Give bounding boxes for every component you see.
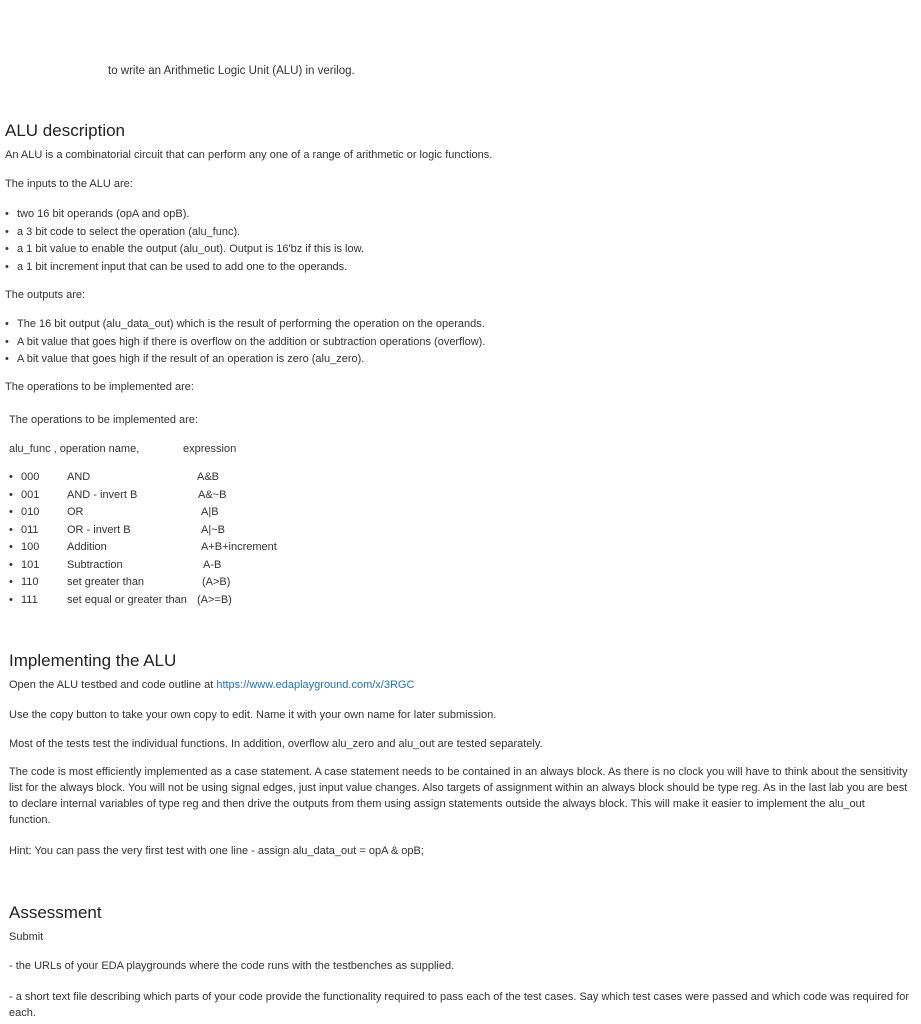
op-expr: A&~B — [198, 488, 227, 501]
outputs-intro: The outputs are: — [5, 289, 86, 301]
tests-description: Most of the tests test the individual functions. In addition, overflow alu_zero and alu_out are tested separately. — [9, 738, 543, 750]
ops-intro-2: The operations to be implemented are: — [9, 414, 198, 426]
op-expr: (A>B) — [202, 576, 231, 588]
op-name: AND — [67, 471, 91, 483]
operation-row — [9, 522, 329, 540]
alu-description-heading: ALU description — [5, 121, 126, 140]
intro-line: to write an Arithmetic Logic Unit (ALU) in verilog. — [108, 65, 355, 77]
list-item: • The 16 bit output (alu_data_out) which is the result of performing the operation on the operands. — [5, 316, 485, 334]
alu-summary: An ALU is a combinatorial circuit that can perform any one of a range of arithmetic or logic functions. — [5, 149, 493, 161]
submit-label: Submit — [9, 931, 44, 943]
outputs-list — [5, 316, 485, 369]
op-expr: A|B — [201, 506, 219, 518]
operation-row — [9, 539, 329, 557]
op-code: • 111 — [21, 593, 38, 606]
copy-instruction: Use the copy button to take your own copy to edit. Name it with your own name for later submission. — [9, 709, 497, 721]
open-text: Open the ALU testbed and code outline at — [9, 679, 214, 691]
operation-row — [9, 592, 329, 610]
list-item: • a 1 bit value to enable the output (alu_out). Output is 16'bz if this is low. — [5, 241, 364, 259]
op-code: • 101 — [21, 558, 40, 571]
op-name: set equal or greater than — [67, 593, 187, 606]
op-code: • 100 — [21, 541, 40, 553]
operation-row — [9, 557, 329, 575]
operations-list — [9, 469, 329, 609]
operation-row — [9, 504, 329, 522]
op-code: • 001 — [21, 488, 40, 501]
op-name: Addition — [67, 541, 107, 553]
hint-line: Hint: You can pass the very first test with one line - assign alu_data_out = opA & opB; — [9, 845, 424, 857]
inputs-intro: The inputs to the ALU are: — [5, 178, 133, 190]
op-name: set greater than — [67, 576, 145, 588]
op-expr: A-B — [203, 558, 222, 571]
op-code: • 010 — [21, 506, 40, 518]
open-testbed-line — [9, 679, 414, 691]
code-guidance: The code is most efficiently implemented as a case statement. A case statement needs to be contained in an always block. As there is no clock you will have to think about the sensitivity list for the always block. You will not be using signal edges, just input value changes. Also targets of assignment within an always block should be type reg. As in the last lab you are best to declare internal variables of type reg and then drive the outputs from them using assign statements outside the always block. This will make it easier to implement the alu_out function. — [9, 766, 908, 826]
implementing-heading: Implementing the ALU — [9, 651, 177, 670]
op-name: OR — [67, 506, 84, 518]
op-expr: (A>=B) — [197, 593, 232, 606]
edaplayground-link[interactable]: https://www.edaplayground.com/x/3RGC — [216, 679, 415, 691]
op-code: • 011 — [21, 523, 39, 536]
submit-item-urls: - the URLs of your EDA playgrounds where the code runs with the testbenches as supplied. — [9, 960, 455, 972]
op-code: • 110 — [21, 576, 39, 588]
ops-header-col2: expression — [183, 443, 237, 455]
list-item: • two 16 bit operands (opA and opB). — [5, 206, 364, 224]
operation-row — [9, 469, 329, 487]
assessment-heading: Assessment — [9, 903, 102, 922]
op-name: Subtraction — [67, 558, 123, 571]
list-item: • A bit value that goes high if there is overflow on the addition or subtraction operations (overflow). — [5, 334, 485, 352]
operation-row — [9, 487, 329, 505]
inputs-list — [5, 206, 364, 276]
op-expr: A+B+increment — [201, 541, 277, 553]
op-name: OR - invert B — [67, 523, 131, 536]
ops-intro-1: The operations to be implemented are: — [5, 381, 194, 393]
list-item: • a 1 bit increment input that can be used to add one to the operands. — [5, 259, 364, 277]
submit-item-textfile: - a short text file describing which parts of your code provide the functionality required to pass each of the test cases. Say which test cases were passed and which code was required for each. — [9, 991, 910, 1019]
ops-header-col1: alu_func , operation name, — [9, 443, 140, 455]
op-expr: A|~B — [201, 523, 225, 536]
op-code: • 000 — [21, 471, 40, 483]
list-item: • A bit value that goes high if the result of an operation is zero (alu_zero). — [5, 351, 485, 369]
operation-row — [9, 574, 329, 592]
list-item: • a 3 bit code to select the operation (alu_func). — [5, 224, 364, 242]
op-name: AND - invert B — [67, 488, 138, 501]
op-expr: A&B — [197, 471, 220, 483]
